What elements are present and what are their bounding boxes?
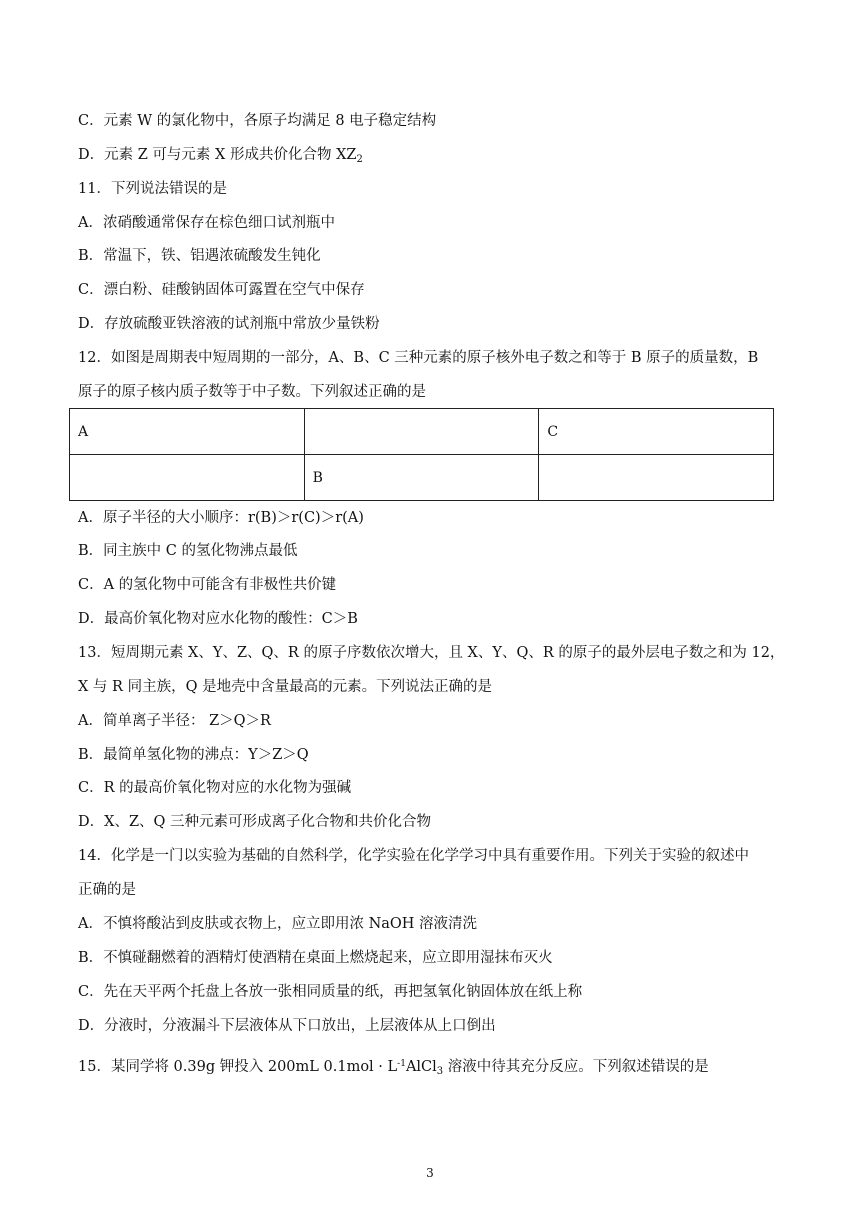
option-14a: A．不慎将酸沾到皮肤或衣物上，应立即用浓 NaOH 溶液清洗: [78, 916, 478, 932]
option-10c: C．元素 W 的氯化物中，各原子均满足 8 电子稳定结构: [78, 113, 437, 129]
question-14-line2: 正确的是: [78, 882, 136, 898]
table-cell: A: [70, 409, 305, 455]
option-13c: C．R 的最高价氧化物对应的水化物为强碱: [78, 780, 352, 796]
option-12b: B．同主族中 C 的氢化物沸点最低: [78, 543, 298, 559]
option-12a: A．原子半径的大小顺序：r(B)＞r(C)＞r(A): [78, 510, 364, 526]
option-11c: C．漂白粉、硅酸钠固体可露置在空气中保存: [78, 282, 365, 298]
question-12-line1: 12．如图是周期表中短周期的一部分，A、B、C 三种元素的原子核外电子数之和等于 B 原子的质量数，B: [78, 350, 759, 366]
option-12c: C．A 的氢化物中可能含有非极性共价键: [78, 577, 337, 593]
option-10d: D．元素 Z 可与元素 X 形成共价化合物 $XZ_2$: [78, 147, 363, 165]
question-12-line2: 原子的原子核内质子数等于中子数。下列叙述正确的是: [78, 384, 426, 400]
page-number: 3: [426, 1166, 434, 1180]
question-13-line1: 13．短周期元素 X、Y、Z、Q、R 的原子序数依次增大，且 X、Y、Q、R 的原子的最外层电子数之和为 12，: [78, 645, 785, 661]
option-14d: D．分液时，分液漏斗下层液体从下口放出，上层液体从上口倒出: [78, 1018, 496, 1034]
option-12d: D．最高价氧化物对应水化物的酸性：C＞B: [78, 611, 358, 627]
option-11b: B．常温下，铁、铝遇浓硫酸发生钝化: [78, 248, 321, 264]
table-cell: [304, 409, 539, 455]
table-cell: [70, 455, 305, 501]
option-13a: A．简单离子半径： Z＞Q＞R: [78, 713, 271, 729]
table-cell: [539, 455, 774, 501]
option-11d: D．存放硫酸亚铁溶液的试剂瓶中常放少量铁粉: [78, 316, 380, 332]
question-14-line1: 14．化学是一门以实验为基础的自然科学，化学实验在化学学习中具有重要作用。下列关于实验的叙述中: [78, 848, 749, 864]
option-14b: B．不慎碰翻燃着的酒精灯使酒精在桌面上燃烧起来，应立即用湿抹布灭火: [78, 950, 553, 966]
table-cell: B: [304, 455, 539, 501]
question-11: 11．下列说法错误的是: [78, 181, 227, 197]
periodic-table-fragment: [69, 408, 774, 501]
table-cell: C: [539, 409, 774, 455]
question-15: 15．某同学将 0.39g 钾投入 200mL $0.1mol \cdot L^{-1}AlCl_3$ 溶液中待其充分反应。下列叙述错误的是: [78, 1059, 709, 1077]
option-13d: D．X、Z、Q 三种元素可形成离子化合物和共价化合物: [78, 814, 432, 830]
option-11a: A．浓硝酸通常保存在棕色细口试剂瓶中: [78, 215, 335, 231]
question-13-line2: X 与 R 同主族，Q 是地壳中含量最高的元素。下列说法正确的是: [78, 679, 493, 695]
option-13b: B．最简单氢化物的沸点：Y＞Z＞Q: [78, 747, 309, 763]
option-14c: C．先在天平两个托盘上各放一张相同质量的纸，再把氢氧化钠固体放在纸上称: [78, 984, 583, 1000]
